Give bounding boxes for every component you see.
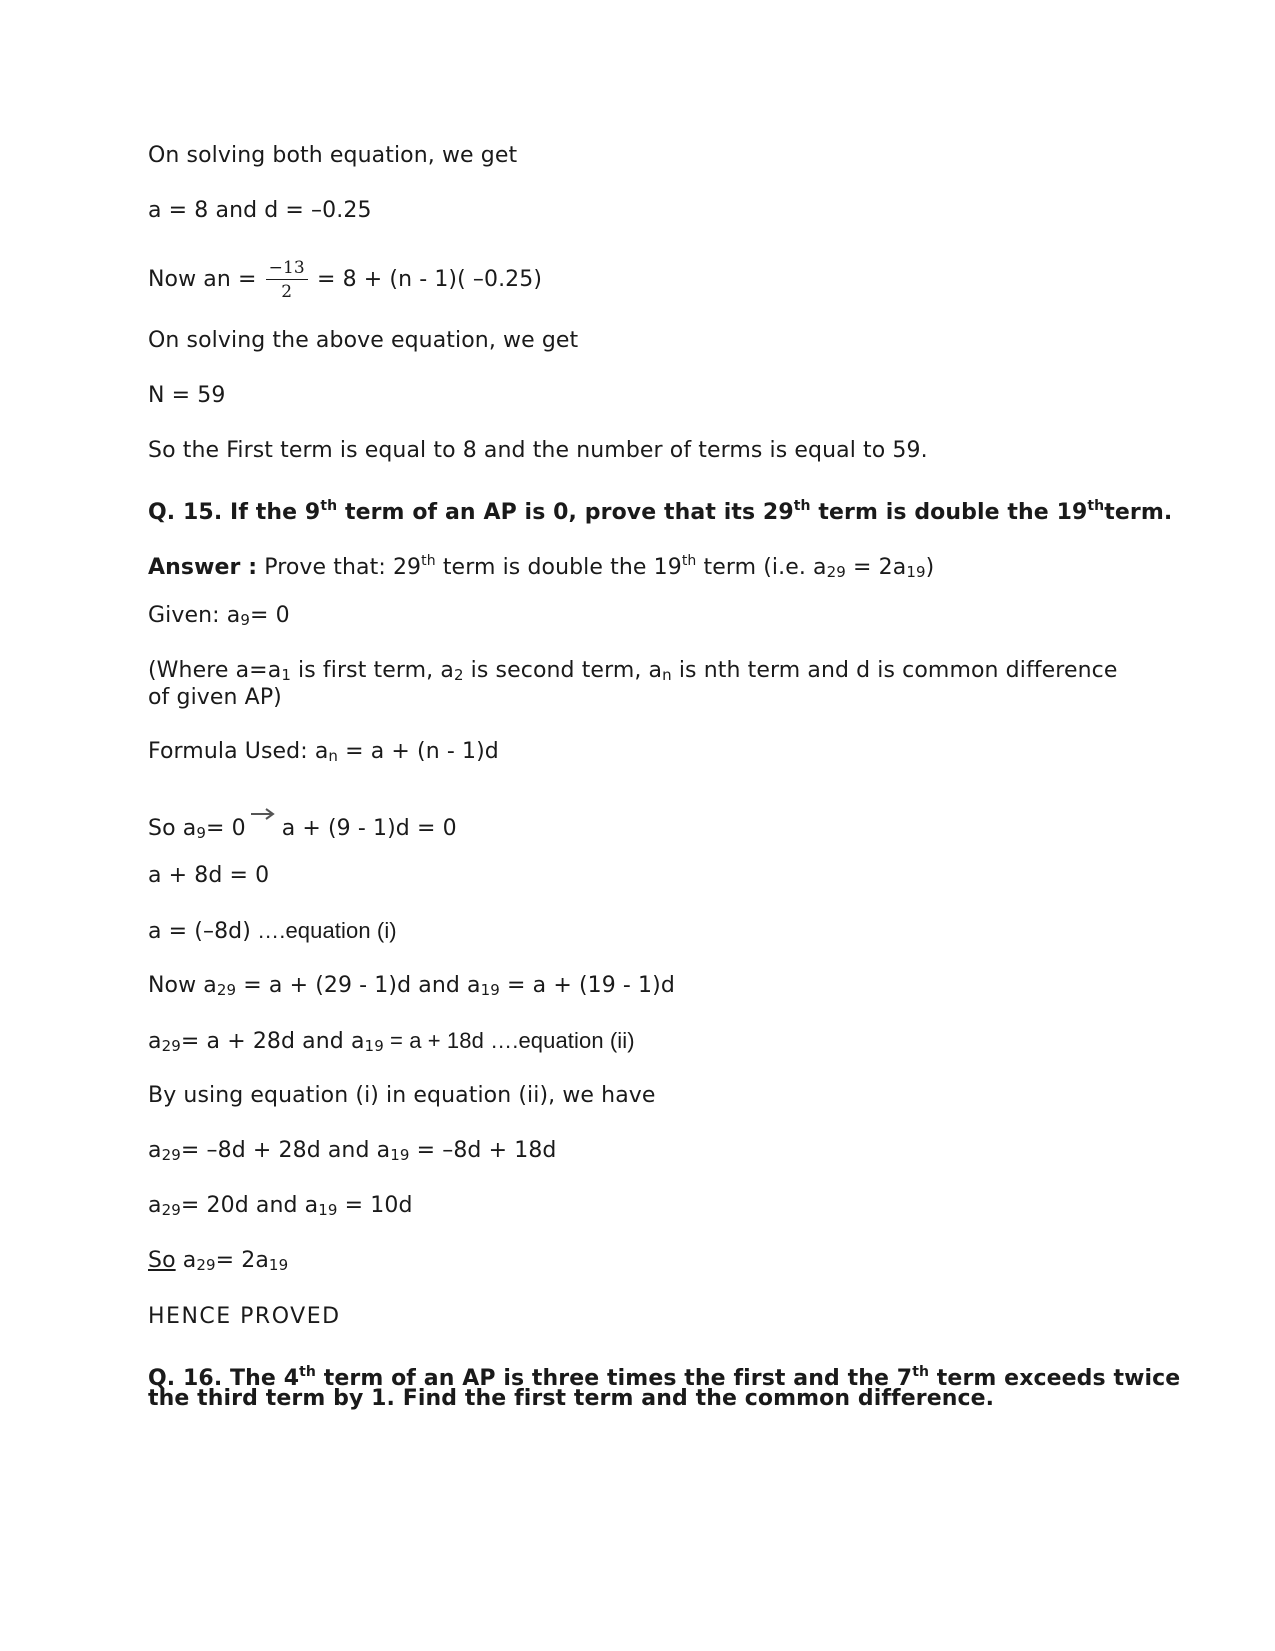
a-d-values-line: a = 8 and d = –0.25 [148, 198, 372, 223]
question-15-heading: Q. 15. If the 9th term of an AP is 0, prove that its 29th term is double the 19thterm. [148, 498, 1173, 525]
solve-both-line: On solving both equation, we get [148, 143, 518, 168]
conclusion-line: So the First term is equal to 8 and the number of terms is equal to 59. [148, 438, 928, 463]
formula-line: Formula Used: $a_n = a + (n - 1)d$ [148, 739, 499, 765]
solve-above-line: On solving the above equation, we get [148, 328, 579, 353]
result-line: So $a_{29}= 2a_{19}$ [148, 1248, 289, 1274]
now-a29-line: Now $a_{29} = a + (29 - 1)d$ and $a_{19} = a + (19 - 1)d$ [148, 973, 675, 999]
fraction-denominator: 2 [281, 282, 293, 302]
answer-label: Answer : [148, 555, 258, 580]
where-line: (Where $a=a_1$ is first term, $a_2$ is second term, $a_n$ is nth term and d is common difference [148, 658, 1118, 684]
so-a9-line: So $a_9= 0$ a + (9 - 1)d = 0 [148, 807, 457, 847]
question-16-heading-line-2: the third term by 1. Find the first term and the common difference. [148, 1386, 995, 1411]
by-using-line: By using equation (i) in equation (ii), we have [148, 1083, 656, 1108]
equation-ii-line: $a_{29}= a + 28d$ and $a_{19} = a + 18d$ ….equation (ii) [148, 1028, 635, 1055]
answer-line: Answer : Prove that: 29th term is double the 19th term (i.e. $a_{29} = 2a_{19}$) [148, 553, 935, 581]
fraction-numerator: −13 [266, 258, 308, 280]
a-plus-8d-line: a + 8d = 0 [148, 863, 270, 888]
given-line: Given: $a_9= 0$ [148, 603, 290, 629]
n-value-line: N = 59 [148, 383, 226, 408]
where-line-2: of given AP) [148, 685, 282, 710]
fraction [266, 258, 308, 302]
right-arrow-icon [250, 807, 276, 821]
question-16-heading: Q. 16. The 4th term of an AP is three times the first and the 7th term exceeds twice [148, 1364, 1181, 1391]
equation-i-line: a = (–8d) ….equation (i) [148, 918, 397, 944]
simplified-line: $a_{29}= 20d$ and $a_{19} = 10d$ [148, 1193, 413, 1219]
an-equation-line: Now an = $\frac{-13}{2}$ = 8 + (n - 1)( –0.25) [148, 258, 543, 302]
substitution-line: $a_{29}= -8d + 28d$ and $a_{19} = -8d + 18d$ [148, 1138, 557, 1164]
hence-proved-line: HENCE PROVED [148, 1304, 341, 1329]
